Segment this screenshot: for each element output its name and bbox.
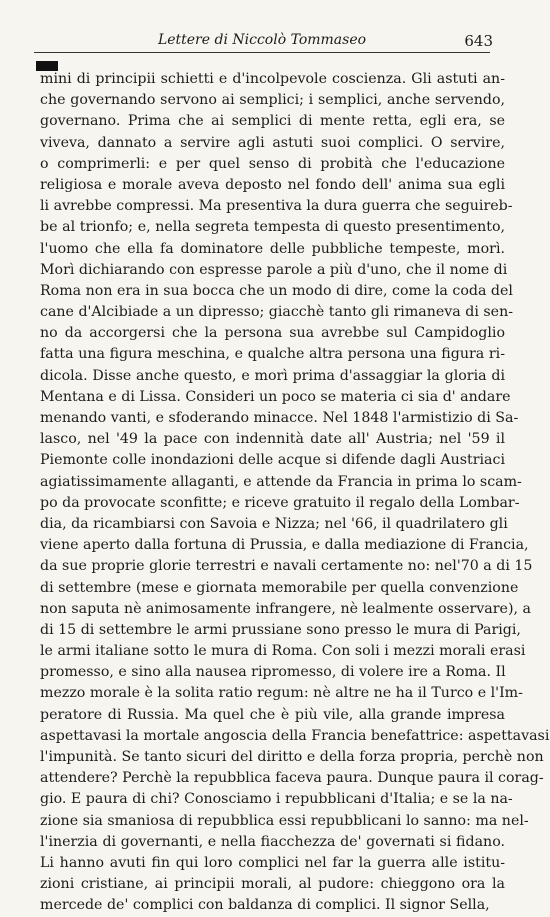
text-line: peratore di Russia. Ma quel che è più vile, alla grande impresa [40,706,505,723]
text-line: mercede de' complici con baldanza di complici. Il signor Sella, [40,897,490,914]
text-line: l'inerzia di governanti, e nella fiacchezza de' governati si fidano. [40,833,505,850]
text-line: di settembre (mese e giornata memorabile per quella convenzione [40,579,519,596]
text-line: zione sia smaniosa di repubblica essi repubblicani lo sanno: ma nel- [40,812,529,829]
running-title: Lettere di Niccolò Tommaseo [157,32,367,48]
text-line: aspettavasi la mortale angoscia della Francia benefattrice: aspettavasi [40,727,550,744]
text-line: attendere? Perchè la repubblica faceva paura. Dunque paura il corag- [40,770,544,787]
text-line: mini di principii schietti e d'incolpevole coscienza. Gli astuti an- [40,71,505,87]
text-line: che governando servono ai semplici; i semplici, anche servendo, [40,92,505,109]
text-line: cane d'Alcibiade a un dipresso; giacchè tanto gli rimaneva di sen- [40,304,514,321]
text-line: dia, da ricambiarsi con Savoia e Nizza; nel '66, il quadrilatero gli [40,515,508,532]
text-line: promesso, e sino alla nausea ripromesso, di volere ire a Roma. Il [40,664,506,681]
text-line: be al trionfo; e, nella segreta tempesta di questo presentimento, [40,219,505,236]
text-line: gio. E paura di chi? Conosciamo i repubblicani d'Italia; e se la na- [40,791,513,808]
text-line: menando vanti, e sfoderando minacce. Nel 1848 l'armistizio di Sa- [40,410,519,426]
text-line: Roma non era in sua bocca che un modo di dire, come la coda del [40,282,513,299]
text-line: l'impunità. Se tanto sicuri del diritto e della forza propria, perchè non [40,749,544,765]
text-line: zioni cristiane, ai principii morali, al pudore: chieggono ora la [40,876,505,893]
text-line: agiatissimamente allaganti, e attende da Francia in prima lo scam- [40,473,522,490]
text-line: fatta una figura meschina, e qualche altra persona una figura ri- [40,346,505,363]
text-line: dicola. Disse anche questo, e morì prima d'assaggiar la gloria di [40,367,505,384]
text-line: li avrebbe compressi. Ma presentiva la dura guerra che seguireb- [40,198,513,215]
text-line: l'uomo che ella fa dominatore delle pubbliche tempeste, morì. [40,240,505,257]
body-text [40,69,550,917]
text-line: viveva, dannato a servire agli astuti suoi complici. O servire, [40,134,505,151]
text-line: governano. Prima che ai semplici di mente retta, egli era, se [40,113,505,130]
text-line: di 15 di settembre le armi prussiane sono presso le mura di Parigi, [40,621,521,638]
text-line: Piemonte colle inondazioni delle acque si difende dagli Austriaci [40,452,505,469]
text-line: le armi italiane sotto le mura di Roma. Con soli i mezzi morali erasi [40,643,526,660]
text-line: Morì dichiarando con espresse parole a più d'uno, che il nome di [40,261,508,278]
text-line: o comprimerli: e per quel senso di probità che l'educazione [40,155,505,172]
text-line: da sue proprie glorie terrestri e navali certamente no: nel'70 a di 15 [40,558,533,575]
text-line: no da accorgersi che la persona sua avrebbe sul Campidoglio [40,325,505,342]
text-line: Li hanno avuti fin qui loro complici nel far la guerra alle istitu- [40,854,505,871]
text-line: mezzo morale è la solita ratio regum: nè altre ne ha il Turco e l'Im- [40,685,523,702]
text-line: non saputa nè animosamente infrangere, nè lealmente osservare), a [40,600,531,617]
text-line: po da provocate sconfitte; e riceve gratuito il regalo della Lombar- [40,494,520,511]
text-line: Mentana e di Lissa. Consideri un poco se materia ci sia d' andare [40,388,511,405]
running-header [34,30,493,53]
text-line: viene aperto dalla fortuna di Prussia, e dalla mediazione di Francia, [40,537,529,554]
text-line: lasco, nel '49 la pace con indennità date all' Austria; nel '59 il [40,431,505,448]
text-line: religiosa e morale aveva deposto nel fondo dell' anima sua egli [40,176,505,193]
page-number: 643 [464,32,493,50]
